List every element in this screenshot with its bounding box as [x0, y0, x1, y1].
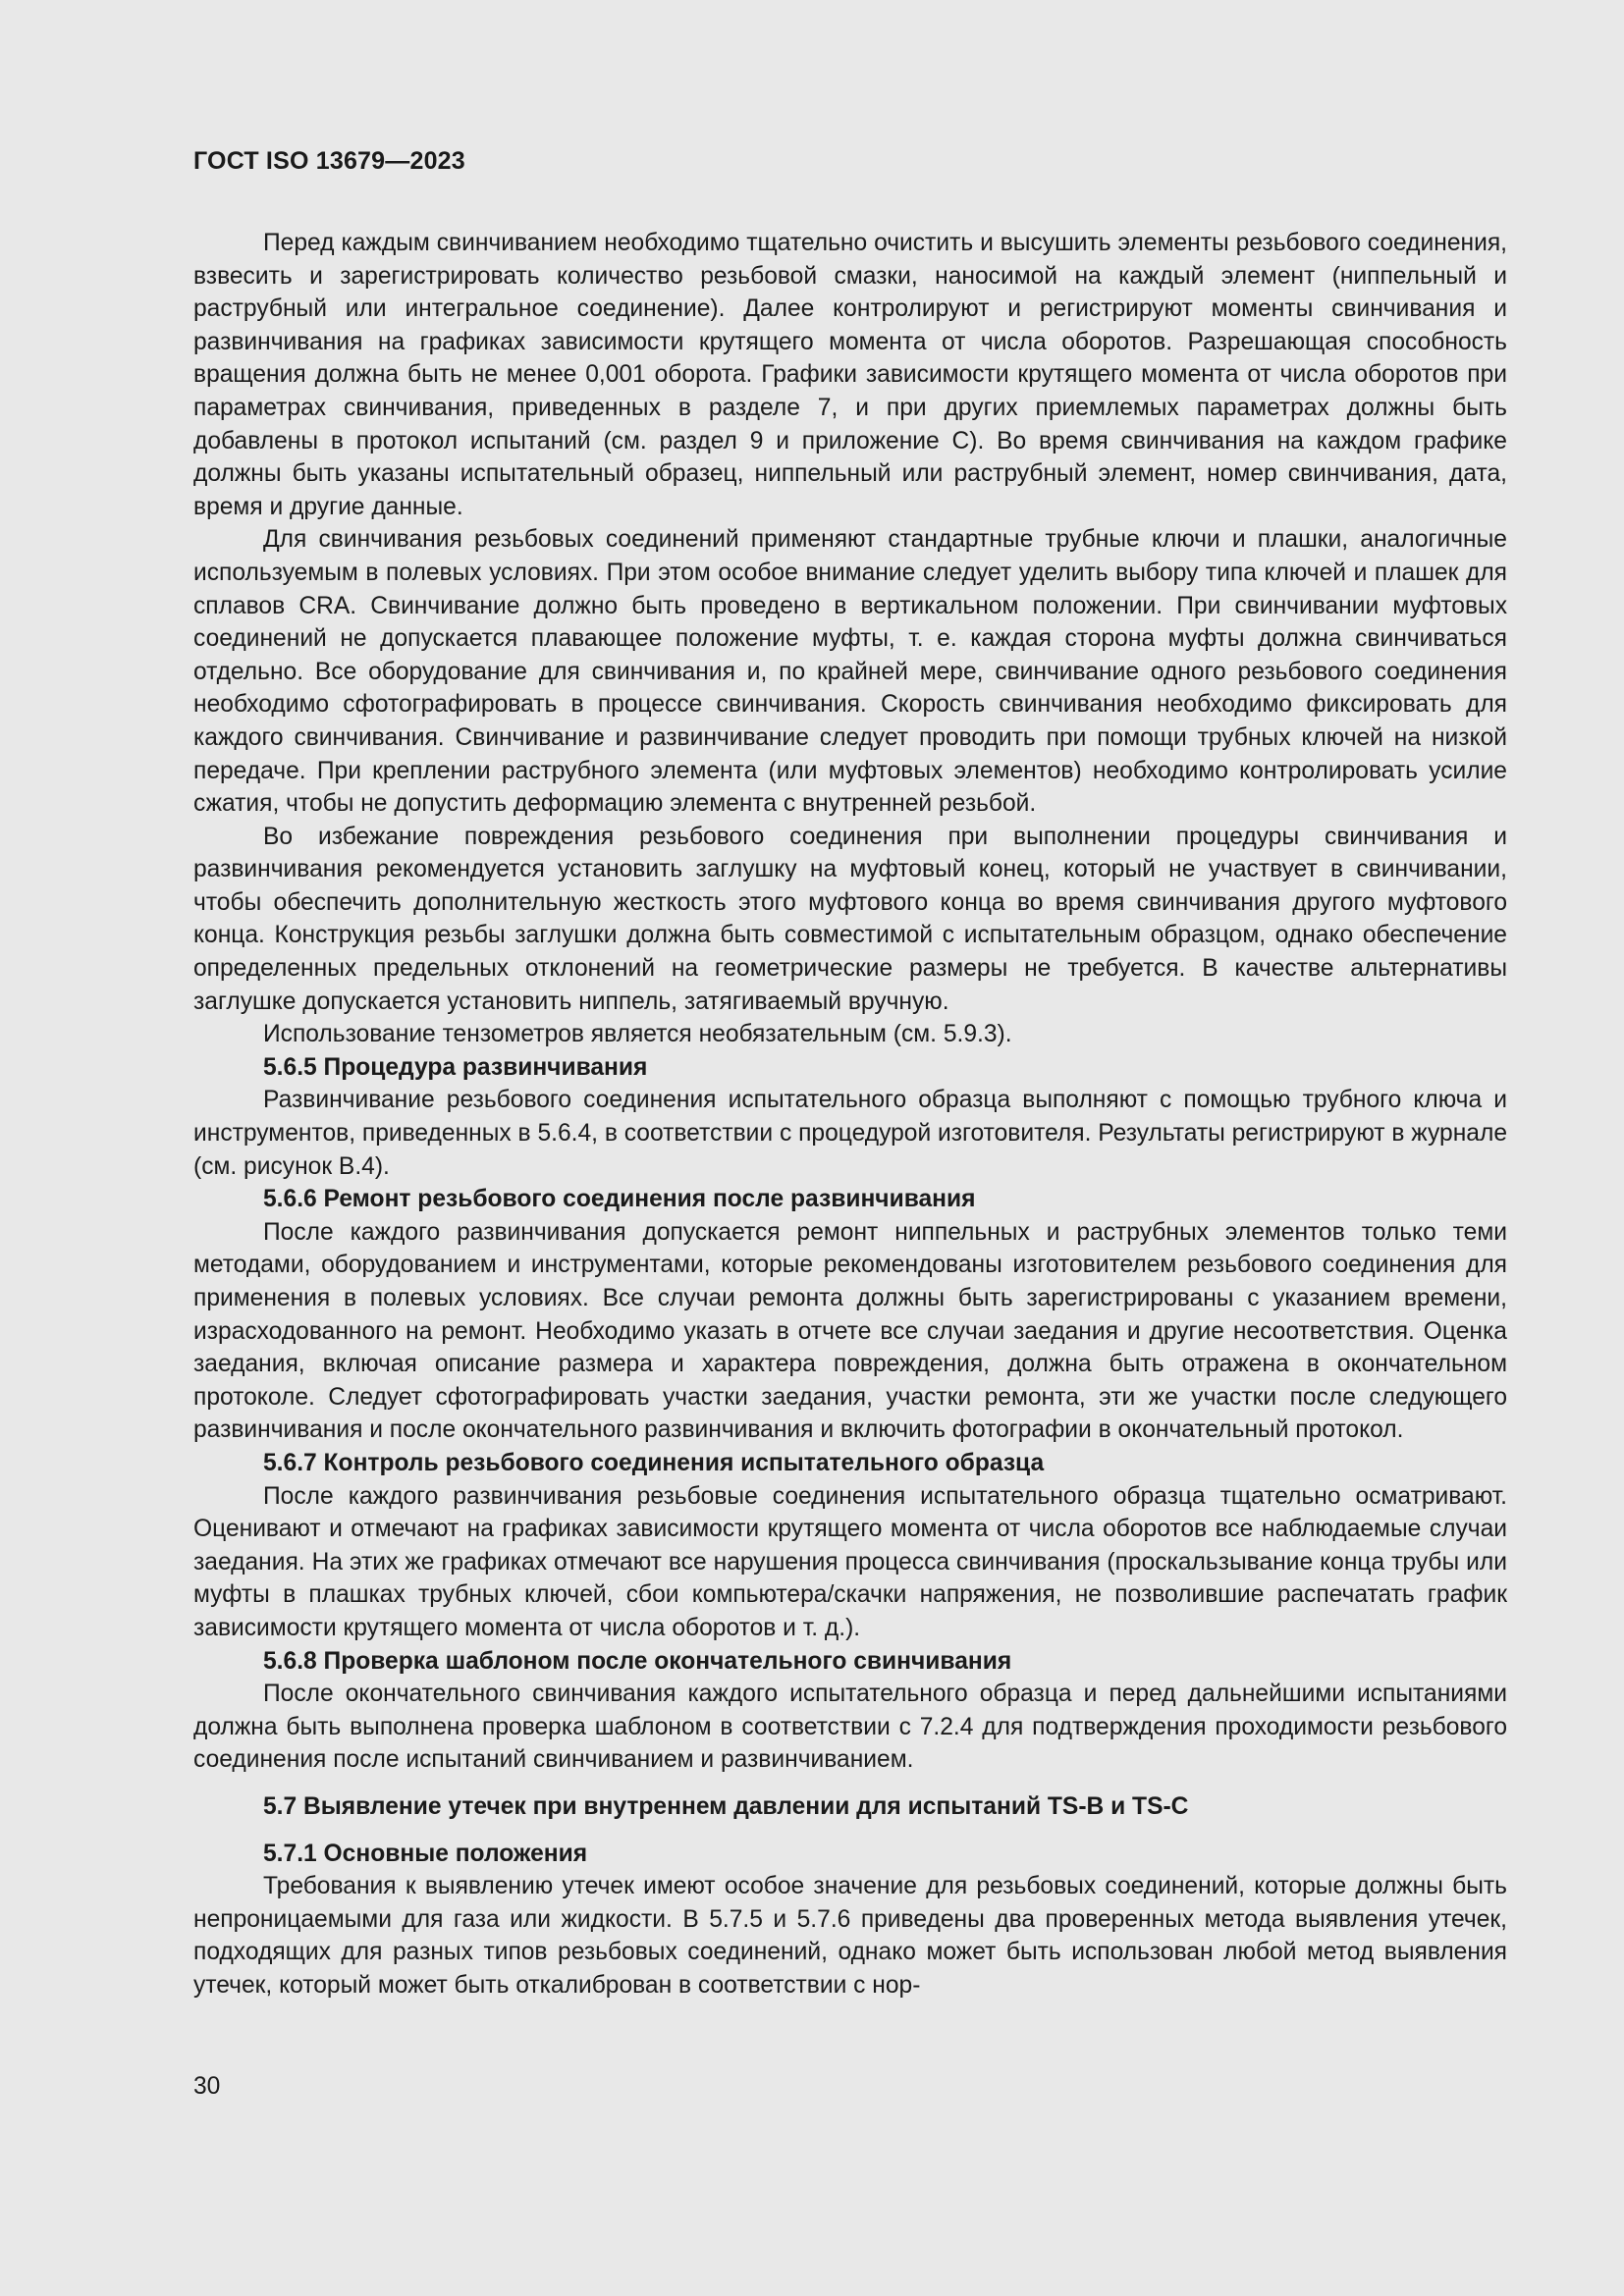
body-paragraph: После окончательного свинчивания каждого испытательного образца и перед дальнейшими испытаниями должна быть выполнена проверка шаблоном в соответствии с 7.2.4 для подтверждения проходимости резьбового соединения после испытаний свинчиванием и развинчиванием. [193, 1681, 1507, 1774]
body-paragraph: После каждого развинчивания резьбовые соединения испытательного образца тщательно осматривают. Оценивают и отмечают на графиках зависимости крутящего момента от числа оборотов все наблюдаемые случаи заедания. На этих же графиках отмечают все нарушения процесса свинчивания (проскальзывание конца трубы или муфты в плашках трубных ключей, сбои компьютера/скачки напряжения, не позволившие распечатать график зависимости крутящего момента от числа оборотов и т. д.). [193, 1482, 1507, 1641]
body-paragraph: Развинчивание резьбового соединения испытательного образца выполняют с помощью трубного ключа и инструментов, приведенных в 5.6.4, в соответствии с процедурой изготовителя. Результаты регистрируют в журнале (см. рисунок В.4). [193, 1087, 1507, 1180]
body-paragraph: Требования к выявлению утечек имеют особое значение для резьбовых соединений, которые должны быть непроницаемыми для газа или жидкости. В 5.7.5 и 5.7.6 приведены два проверенных метода выявления утечек, подходящих для разных типов резьбовых соединений, однако может быть использован любой метод выявления утечек, который может быть откалиброван в соответствии с нор- [193, 1873, 1507, 1999]
body-paragraph: После каждого развинчивания допускается ремонт ниппельных и раструбных элементов только теми методами, оборудованием и инструментами, которые рекомендованы изготовителем резьбового соединения для применения в полевых условиях. Все случаи ремонта должны быть зарегистрированы с указанием времени, израсходованного на ремонт. Необходимо указать в отчете все случаи заедания и другие несоответствия. Оценка заедания, включая описание размера и характера повреждения, должна быть отражена в окончательном протоколе. Следует сфотографировать участки заедания, участки ремонта, эти же участки после следующего развинчивания и после окончательного развинчивания и включить фотографии в окончательный протокол. [193, 1218, 1507, 1444]
body-paragraph: Использование тензометров является необязательным (см. 5.9.3). [263, 1021, 1012, 1048]
document-header-title: ГОСТ ISO 13679—2023 [193, 147, 465, 175]
section-heading-5-6-5: 5.6.5 Процедура развинчивания [263, 1053, 648, 1081]
section-heading-5-7: 5.7 Выявление утечек при внутреннем давлении для испытаний TS-B и TS-C [263, 1792, 1189, 1820]
section-heading-5-7-1: 5.7.1 Основные положения [263, 1840, 588, 1867]
body-paragraph: Во избежание повреждения резьбового соединения при выполнении процедуры свинчивания и развинчивания рекомендуется установить заглушку на муфтовый конец, который не участвует в свинчивании, чтобы обеспечить дополнительную жесткость этого муфтового конца во время свинчивания другого муфтового конца. Конструкция резьбы заглушки должна быть совместимой с испытательным образцом, однако обеспечение определенных предельных отклонений на геометрические размеры не требуется. В качестве альтернативы заглушке допускается установить ниппель, затягиваемый вручную. [193, 823, 1507, 1015]
body-paragraph: Перед каждым свинчиванием необходимо тщательно очистить и высушить элементы резьбового соединения, взвесить и зарегистрировать количество резьбовой смазки, наносимой на каждый элемент (ниппельный и раструбный или интегральное соединение). Далее контролируют и регистрируют моменты свинчивания и развинчивания на графиках зависимости крутящего момента от числа оборотов. Разрешающая способность вращения должна быть не менее 0,001 оборота. Графики зависимости крутящего момента от числа оборотов при параметрах свинчивания, приведенных в разделе 7, и при других приемлемых параметрах должны быть добавлены в протокол испытаний (см. раздел 9 и приложение С). Во время свинчивания на каждом графике должны быть указаны испытательный образец, ниппельный или раструбный элемент, номер свинчивания, дата, время и другие данные. [193, 230, 1507, 520]
section-heading-5-6-8: 5.6.8 Проверка шаблоном после окончательного свинчивания [263, 1647, 1012, 1675]
section-heading-5-6-6: 5.6.6 Ремонт резьбового соединения после развинчивания [263, 1186, 976, 1213]
document-body [193, 227, 1507, 2002]
page-number: 30 [193, 2073, 221, 2100]
section-heading-5-6-7: 5.6.7 Контроль резьбового соединения испытательного образца [263, 1449, 1045, 1476]
body-paragraph: Для свинчивания резьбовых соединений применяют стандартные трубные ключи и плашки, аналогичные используемым в полевых условиях. При этом особое внимание следует уделить выбору типа ключей и плашек для сплавов CRA. Свинчивание должно быть проведено в вертикальном положении. При свинчивании муфтовых соединений не допускается плавающее положение муфты, т. е. каждая сторона муфты должна свинчиваться отдельно. Все оборудование для свинчивания и, по крайней мере, свинчивание одного резьбового соединения необходимо сфотографировать в процессе свинчивания. Скорость свинчивания необходимо фиксировать для каждого свинчивания. Свинчивание и развинчивание следует проводить при помощи трубных ключей на низкой передаче. При креплении раструбного элемента (или муфтовых элементов) необходимо контролировать усилие сжатия, чтобы не допустить деформацию элемента с внутренней резьбой. [193, 526, 1507, 818]
